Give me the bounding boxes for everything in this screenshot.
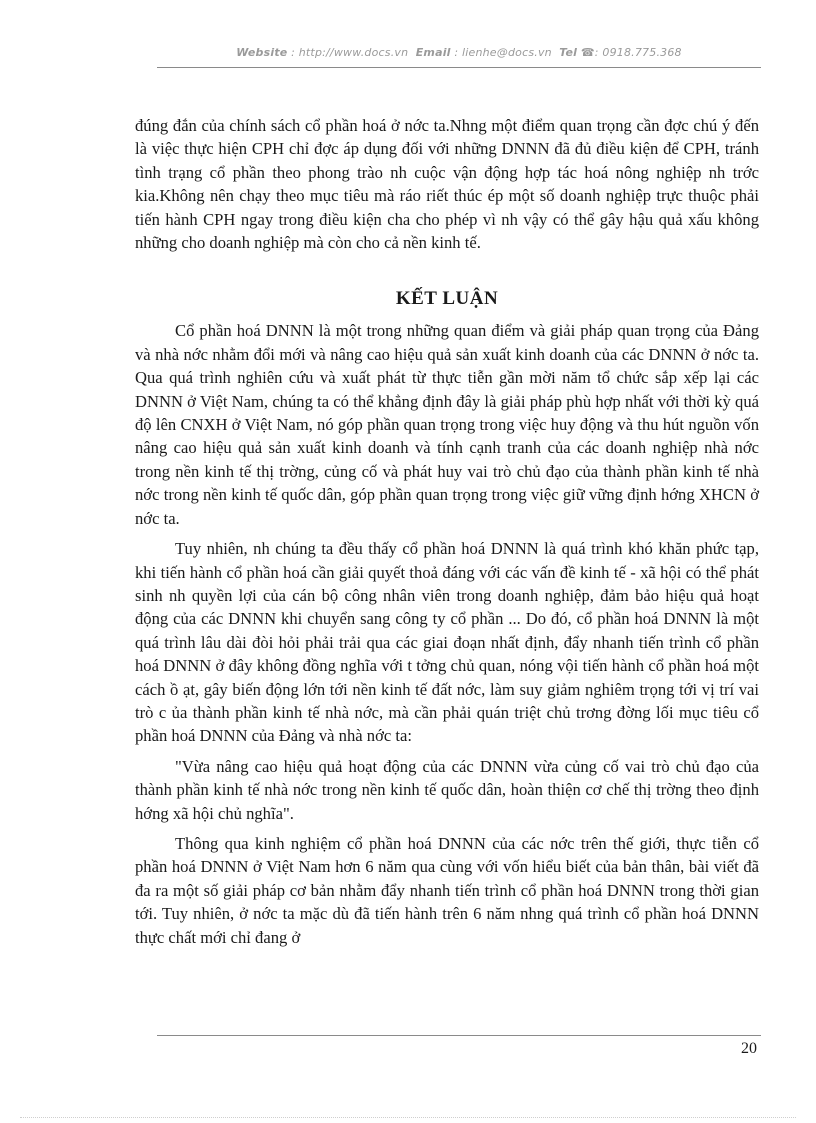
footer-divider bbox=[157, 1035, 761, 1036]
header-divider bbox=[157, 67, 761, 68]
email-label: Email bbox=[415, 46, 451, 59]
page-header bbox=[157, 46, 761, 68]
quote-paragraph: "Vừa nâng cao hiệu quả hoạt động của các DNNN vừa củng cố vai trò chủ đạo của thành phần kinh tế nhà nớc trong nền kinh tế quốc dân, hoàn thiện cơ chế thị trờng theo định hớng xã hội chủ nghĩa". bbox=[135, 756, 759, 823]
tel-label: Tel bbox=[559, 46, 578, 59]
page-number: 20 bbox=[741, 1040, 757, 1057]
tel-value: : 0918.775.368 bbox=[594, 46, 682, 59]
website-label: Website bbox=[236, 46, 288, 59]
paragraph: Thông qua kinh nghiệm cổ phần hoá DNNN của các nớc trên thế giới, thực tiễn cổ phần hoá DNNN ở Việt Nam hơn 6 năm qua cùng với vốn hiểu biết của bản thân, bài viết đã đa ra một số giải pháp cơ bản nhằm đẩy nhanh tiến trình cổ phần hoá DNNN trong thời gian tới. Tuy nhiên, ở nớc ta mặc dù đã tiến hành trên 6 năm nhng quá trình cổ phần hoá DNNN thực chất mới chỉ đang ở bbox=[135, 833, 759, 947]
paragraph: Cổ phần hoá DNNN là một trong những quan điểm và giải pháp quan trọng của Đảng và nhà nớc nhằm đổi mới và nâng cao hiệu quả sản xuất kinh doanh của các DNNN ở nớc ta. Qua quá trình nghiên cứu và xuất phát từ thực tiễn gần mời năm tổ chức sắp xếp lại các DNNN ở Việt Nam, chúng ta có thể khẳng định đây là giải pháp phù hợp nhất với thời kỳ quá độ lên CNXH ở Việt Nam, nó góp phần quan trọng trong việc huy động và thu hút nguồn vốn nâng cao hiệu quả sản xuất kinh doanh và tính cạnh tranh của các doanh nghiệp nhà nớc trong nền kinh tế thị trờng, củng cố và phát huy vai trò chủ đạo của thành phần kinh tế nhà nớc trong nền kinh tế quốc dân, góp phần quan trọng trong việc giữ vững định hớng XHCN ở nớc ta. bbox=[135, 321, 759, 528]
section-title: KẾT LUẬN bbox=[395, 288, 499, 310]
phone-icon: ☎ bbox=[580, 46, 595, 59]
paragraph: Tuy nhiên, nh chúng ta đều thấy cổ phần hoá DNNN là quá trình khó khăn phức tạp, khi tiến hành cổ phần hoá cần giải quyết thoả đáng với các vấn đề kinh tế - xã hội có thể phát sinh nh quyền lợi của cán bộ công nhân viên trong doanh nghiệp, đảm bảo hiệu quả hoạt động của các DNNN khi chuyển sang công ty cổ phần ... Do đó, cổ phần hoá DNNN là một quá trình lâu dài đòi hỏi phải trải qua các giai đoạn nhất định, đẩy nhanh tiến trình cổ phần hoá DNNN ở đây không đồng nghĩa với t tởng chủ quan, nóng vội tiến hành cổ phần hoá một cách ồ ạt, gây biến động lớn tới nền kinh tế đất nớc, làm suy giảm nghiêm trọng tới vị trí vai trò c ủa thành phần kinh tế nhà nớc, mà cần phải quán triệt chủ trơng đờng lối mục tiêu cổ phần hoá DNNN của Đảng và nhà nớc ta: bbox=[135, 539, 759, 746]
page-bottom-border bbox=[20, 1117, 796, 1118]
email-value: : lienhe@docs.vn bbox=[454, 46, 552, 59]
website-value: : http://www.docs.vn bbox=[291, 46, 409, 59]
document-body bbox=[135, 114, 759, 956]
intro-paragraph: đúng đắn của chính sách cổ phần hoá ở nớc ta.Nhng một điểm quan trọng cần đợc chú ý đến là việc thực hiện CPH chỉ đợc áp dụng đối với những DNNN đã đủ điều kiện để CPH, tránh tình trạng cổ phần theo phong trào nh cuộc vận động hợp tác hoá nông nghiệp nh trớc kia.Không nên chạy theo mục tiêu mà ráo riết thúc ép một số doanh nghiệp trực thuộc phải tiến hành CPH ngay trong điều kiện cha cho phép vì nh vậy có thể gây hậu quả xấu không những cho doanh nghiệp mà còn cho cả nền kinh tế. bbox=[135, 116, 759, 253]
